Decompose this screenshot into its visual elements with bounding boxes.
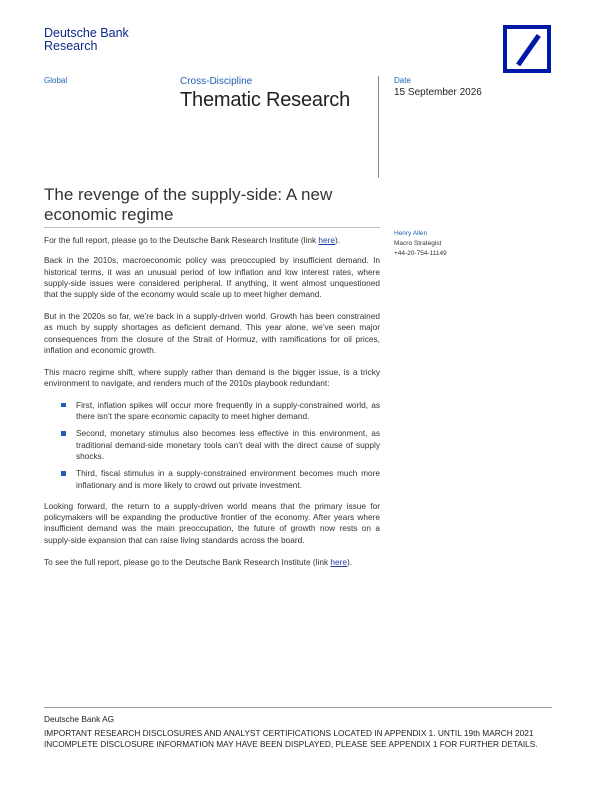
footer-company: Deutsche Bank AG [44, 714, 115, 724]
paragraph-2: But in the 2020s so far, we’re back in a supply-driven world. Growth has been constrained as much by supply shortages as deficient demand. This year alone, we’ve seen major consequences from the closure of the Strait of Hormuz, with ramifications for oil prices, inflation and economic growth. [44, 310, 380, 355]
author-block [394, 229, 447, 259]
region-label: Global [44, 76, 68, 85]
square-bullet-icon [61, 471, 66, 476]
author-phone: +44-20-754-11149 [394, 250, 447, 257]
report-title: The revenge of the supply-side: A new economic regime [44, 185, 333, 224]
intro-suffix: ). [335, 235, 341, 245]
date-value: 15 September 2026 [394, 87, 482, 98]
outro-suffix: ). [347, 556, 353, 567]
author-name[interactable]: Henry Allen [394, 230, 428, 237]
footer-divider [44, 707, 552, 708]
title-divider [44, 227, 380, 228]
footer-disclosure: IMPORTANT RESEARCH DISCLOSURES AND ANALYST CERTIFICATIONS LOCATED IN APPENDIX 1. UNTIL 19th MARCH 2021 INCOMPLETE DISCLOSURE INFORMATION MAY HAVE BEEN DISPLAYED, PLEASE SEE APPENDIX 1 FOR FURTHER DETAILS. [44, 728, 538, 749]
paragraph-3: This macro regime shift, where supply rather than demand is the bigger issue, is a tricky environment to navigate, and renders much of the 2010s playbook redundant: [44, 366, 380, 388]
brand-line-2: Research [44, 39, 98, 53]
bullet-list [44, 400, 380, 491]
intro-text: For the full report, please go to the Deutsche Bank Research Institute (link [44, 235, 319, 245]
list-item [44, 468, 380, 491]
report-body [44, 235, 380, 577]
bullet-text: Third, fiscal stimulus in a supply-constrained environment becomes much more inflationary and is more likely to crowd out private investment. [76, 468, 380, 490]
footer [44, 714, 554, 750]
bullet-text: Second, monetary stimulus also becomes less effective in this environment, as traditional demand-side monetary tools can’t deal with the direct cause of supply shocks. [76, 428, 380, 461]
outro-text: To see the full report, please go to the Deutsche Bank Research Institute (link [44, 556, 331, 567]
paragraph-4: Looking forward, the return to a supply-driven world means that the primary issue for policymakers will be expanding the productive frontier of the economy. After years where insufficient demand was the main preoccupation, the future of growth now rests on a supply-side expansion that can raise living standards across the board. [44, 500, 380, 545]
header-divider [378, 76, 379, 178]
intro-paragraph [44, 235, 380, 246]
series-title: Thematic Research [180, 89, 350, 111]
deutsche-bank-logo-icon [503, 25, 551, 73]
full-report-link[interactable]: here [318, 235, 336, 245]
brand-line-1: Deutsche Bank [44, 26, 129, 40]
square-bullet-icon [61, 403, 66, 408]
paragraph-1: Back in the 2010s, macroeconomic policy was preoccupied by insufficient demand. In historical terms, it was an unusual period of low inflation and low interest rates, where supply-side issues were considered peripheral. If anything, it went almost unquestioned that the supply side of the economy would scale up to meet higher demand. [44, 255, 380, 300]
bullet-text: First, inflation spikes will occur more frequently in a supply-constrained world, as there isn’t the spare economic capacity to meet higher demand. [76, 399, 380, 422]
author-role: Macro Strategist [394, 240, 442, 247]
category-label: Cross-Discipline [180, 76, 253, 87]
full-report-link-bottom[interactable]: here [330, 556, 348, 567]
brand-wordmark [44, 27, 129, 53]
outro-paragraph [44, 557, 380, 568]
date-label: Date [394, 76, 411, 85]
list-item [44, 428, 380, 462]
square-bullet-icon [61, 431, 66, 436]
logo-slash [516, 34, 540, 66]
list-item [44, 400, 380, 423]
